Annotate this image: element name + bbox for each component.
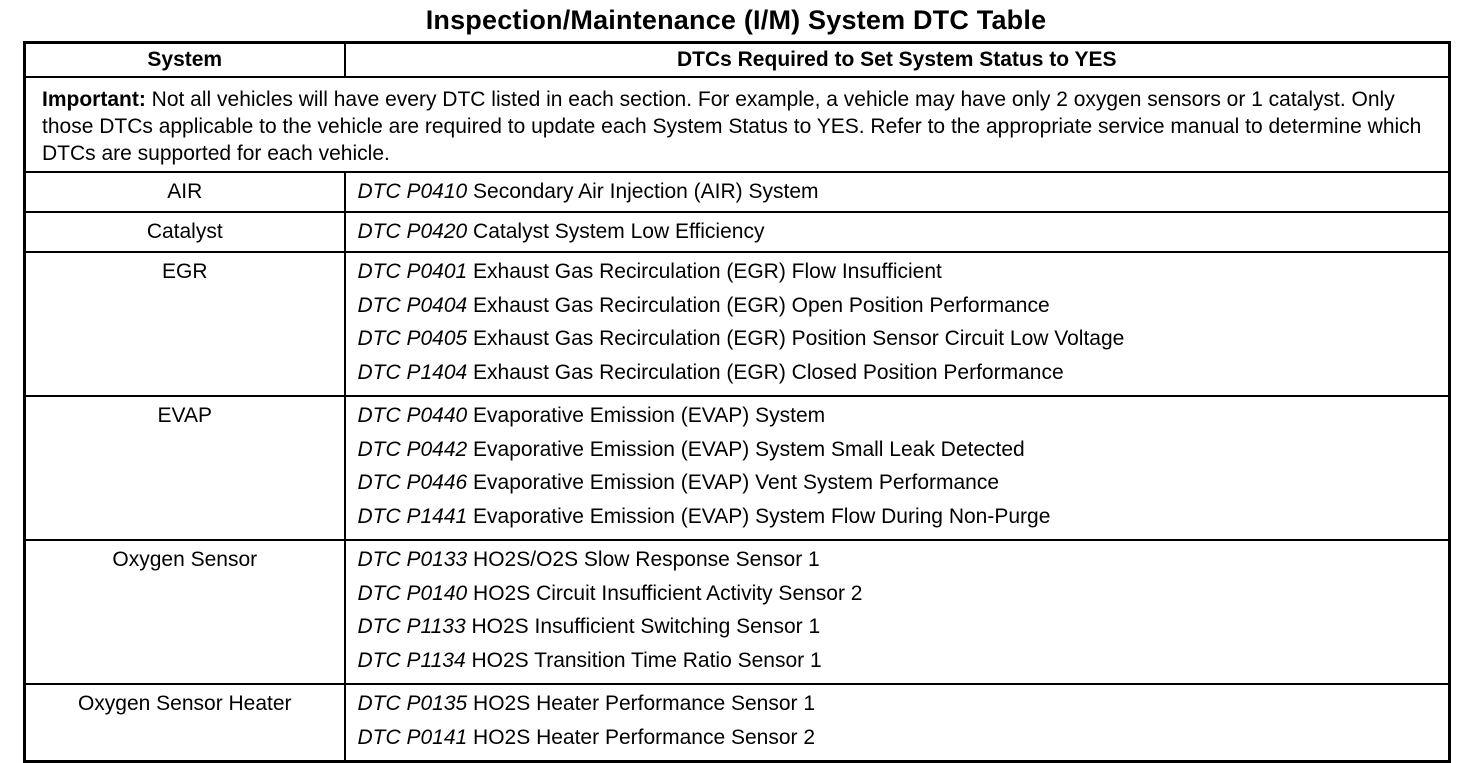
dtc-item bbox=[358, 402, 1449, 436]
dtc-description: Evaporative Emission (EVAP) Vent System Performance bbox=[467, 471, 1000, 494]
dtc-item bbox=[358, 325, 1449, 359]
important-note-text: Not all vehicles will have every DTC listed in each section. For example, a vehicle may have only 2 oxygen sensors or 1 catalyst. Only those DTCs applicable to the vehicle are required to update each System Status to YES. Refer to the appropriate service manual to determine which DTCs are supported for each vehicle. bbox=[42, 88, 1422, 165]
dtc-list-cell bbox=[345, 172, 1450, 212]
dtc-description: HO2S Heater Performance Sensor 2 bbox=[467, 725, 816, 749]
system-cell: Oxygen Sensor bbox=[25, 540, 345, 684]
dtc-item bbox=[358, 546, 1449, 580]
dtc-description: Exhaust Gas Recirculation (EGR) Closed Position Performance bbox=[467, 360, 1064, 384]
dtc-code: DTC P1441 bbox=[357, 504, 468, 528]
dtc-item bbox=[358, 292, 1449, 326]
dtc-code: DTC P0442 bbox=[357, 437, 468, 461]
dtc-code: DTC P0440 bbox=[357, 404, 468, 427]
dtc-code: DTC P0420 bbox=[357, 220, 468, 243]
dtc-description: HO2S Heater Performance Sensor 1 bbox=[467, 692, 816, 715]
dtc-code: DTC P0446 bbox=[357, 471, 468, 494]
dtc-list-cell bbox=[345, 396, 1450, 540]
important-note bbox=[25, 77, 1450, 172]
dtc-code: DTC P0135 bbox=[357, 692, 468, 715]
dtc-description: Exhaust Gas Recirculation (EGR) Flow Insufficient bbox=[467, 260, 942, 283]
table-header-row bbox=[25, 43, 1450, 78]
dtc-item bbox=[358, 469, 1449, 503]
system-cell: Catalyst bbox=[25, 212, 345, 252]
dtc-description: Exhaust Gas Recirculation (EGR) Position Sensor Circuit Low Voltage bbox=[467, 327, 1125, 350]
dtc-code: DTC P0405 bbox=[357, 327, 468, 350]
dtc-description: HO2S Transition Time Ratio Sensor 1 bbox=[465, 648, 822, 672]
important-note-row bbox=[25, 77, 1450, 172]
dtc-description: Secondary Air Injection (AIR) System bbox=[467, 180, 819, 203]
system-cell: Oxygen Sensor Heater bbox=[25, 684, 345, 762]
table-body bbox=[25, 172, 1450, 762]
dtc-description: Catalyst System Low Efficiency bbox=[467, 220, 765, 243]
dtc-description: HO2S Insufficient Switching Sensor 1 bbox=[465, 615, 821, 638]
table-row bbox=[25, 252, 1450, 396]
dtc-code: DTC P0140 bbox=[357, 581, 468, 605]
column-header-system: System bbox=[25, 43, 345, 78]
column-header-dtcs: DTCs Required to Set System Status to YES bbox=[345, 43, 1450, 78]
dtc-item bbox=[358, 258, 1449, 292]
dtc-code: DTC P0410 bbox=[357, 180, 468, 203]
dtc-code: DTC P1404 bbox=[357, 360, 468, 384]
dtc-description: Evaporative Emission (EVAP) System Small Leak Detected bbox=[467, 437, 1025, 461]
system-cell: AIR bbox=[25, 172, 345, 212]
dtc-item bbox=[358, 613, 1449, 647]
dtc-code: DTC P0141 bbox=[357, 725, 468, 749]
dtc-description: Evaporative Emission (EVAP) System Flow During Non-Purge bbox=[467, 504, 1051, 528]
dtc-code: DTC P0404 bbox=[357, 293, 468, 317]
dtc-list-cell bbox=[345, 212, 1450, 252]
dtc-item bbox=[358, 647, 1449, 681]
table-row bbox=[25, 396, 1450, 540]
dtc-list-cell bbox=[345, 540, 1450, 684]
dtc-code: DTC P0133 bbox=[357, 548, 468, 571]
dtc-list-cell bbox=[345, 252, 1450, 396]
important-note-label: Important: bbox=[42, 88, 146, 111]
dtc-item bbox=[358, 580, 1449, 614]
dtc-code: DTC P0401 bbox=[357, 260, 468, 283]
dtc-item bbox=[358, 436, 1449, 470]
dtc-description: Exhaust Gas Recirculation (EGR) Open Position Performance bbox=[467, 293, 1050, 317]
dtc-item bbox=[358, 359, 1449, 393]
system-cell: EVAP bbox=[25, 396, 345, 540]
dtc-description: Evaporative Emission (EVAP) System bbox=[467, 404, 826, 427]
dtc-code: DTC P1134 bbox=[357, 648, 466, 672]
table-row bbox=[25, 172, 1450, 212]
dtc-table bbox=[23, 41, 1451, 763]
table-row bbox=[25, 540, 1450, 684]
page-title: Inspection/Maintenance (I/M) System DTC Table bbox=[425, 5, 1047, 35]
dtc-description: HO2S/O2S Slow Response Sensor 1 bbox=[467, 548, 820, 571]
dtc-item bbox=[358, 724, 1449, 758]
dtc-item bbox=[358, 690, 1449, 724]
table-row bbox=[25, 684, 1450, 762]
table-row bbox=[25, 212, 1450, 252]
system-cell: EGR bbox=[25, 252, 345, 396]
dtc-list-cell bbox=[345, 684, 1450, 762]
dtc-item bbox=[358, 178, 1449, 208]
dtc-description: HO2S Circuit Insufficient Activity Sensor 2 bbox=[467, 581, 863, 605]
dtc-code: DTC P1133 bbox=[357, 615, 466, 638]
dtc-item bbox=[358, 503, 1449, 537]
dtc-item bbox=[358, 218, 1449, 248]
